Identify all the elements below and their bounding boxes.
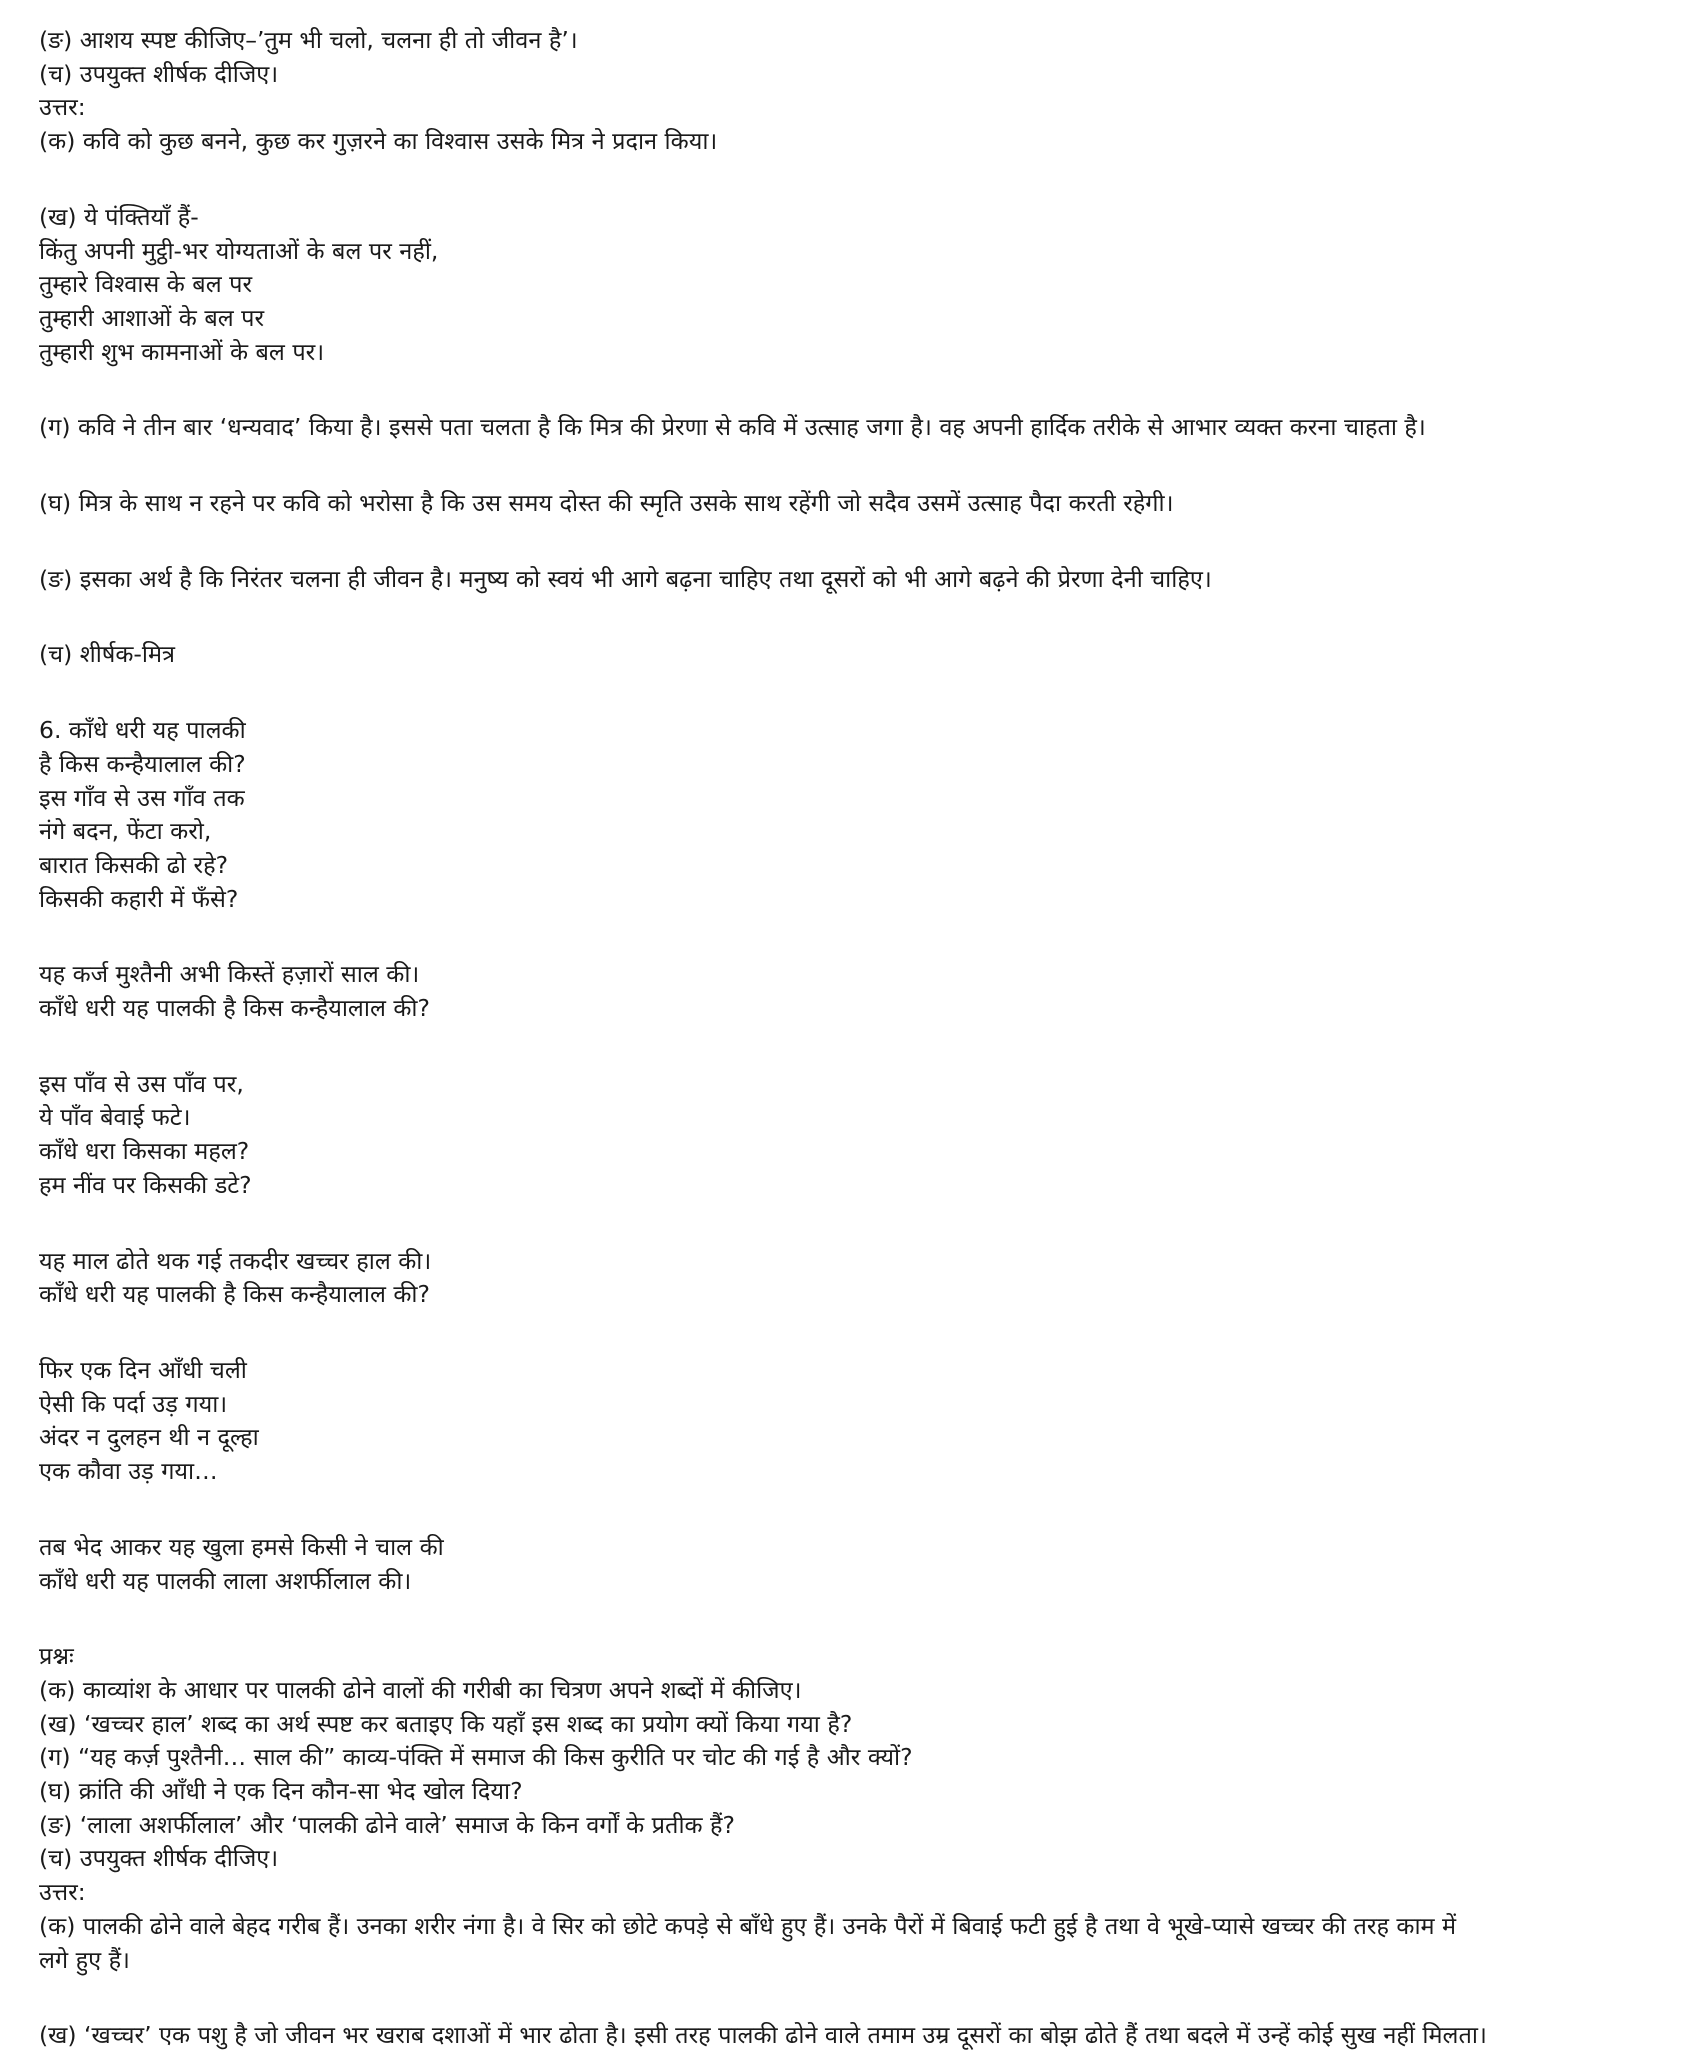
text-block-7 xyxy=(39,714,1669,916)
text-line: फिर एक दिन आँधी चली xyxy=(39,1355,247,1384)
text-block-14 xyxy=(39,2019,1669,2053)
text-block-5 xyxy=(39,563,1669,597)
text-line: उत्तर: xyxy=(39,1878,86,1907)
text-line: लगे हुए हैं। xyxy=(39,1945,130,1974)
text-line: (च) उपयुक्त शीर्षक दीजिए। xyxy=(39,1844,279,1873)
text-block-12 xyxy=(39,1531,1669,1598)
paragraph-gap xyxy=(39,1312,1669,1354)
text-line: नंगे बदन, फेंटा करो, xyxy=(39,817,212,846)
text-line: उत्तर: xyxy=(39,93,86,122)
text-line: अंदर न दुलहन थी न दूल्हा xyxy=(39,1423,259,1452)
text-line: (ग) “यह कर्ज़ पुश्तैनी… साल की” काव्य-पंक्ति में समाज की किस कुरीति पर चोट की गई है और क्यों? xyxy=(39,1743,913,1772)
text-block-8 xyxy=(39,958,1669,1025)
paragraph-gap xyxy=(39,596,1669,638)
text-line: एक कौवा उड़ गया… xyxy=(39,1457,218,1486)
text-block-6 xyxy=(39,638,1669,672)
text-line: तुम्हारी आशाओं के बल पर xyxy=(39,303,265,332)
text-line: (ख) ये पंक्तियाँ हैं- xyxy=(39,202,199,231)
text-line: प्रश्नः xyxy=(39,1642,74,1671)
text-line: काँधे धरी यह पालकी है किस कन्हैयालाल की? xyxy=(39,994,430,1023)
paragraph-gap xyxy=(39,1977,1669,2019)
text-line: (ङ) आशय स्पष्ट कीजिए–’तुम भी चलो, चलना ही तो जीवन है’। xyxy=(39,26,578,54)
text-line: यह कर्ज मुश्तैनी अभी किस्तें हज़ारों साल की। xyxy=(39,960,420,989)
text-line: किसकी कहारी में फँसे? xyxy=(39,884,239,913)
text-block-1 xyxy=(39,24,1669,159)
text-line: यह माल ढोते थक गई तकदीर खच्चर हाल की। xyxy=(39,1246,432,1275)
text-block-9 xyxy=(39,1068,1669,1203)
text-line: (ख) ‘खच्चर’ एक पशु है जो जीवन भर खराब दशाओं में भार ढोता है। इसी तरह पालकी ढोने वाले तमाम उम्र दूसरों का बोझ ढोते हैं तथा बदले में उन्हें कोई सुख नहीं मिलता। xyxy=(39,2021,1487,2050)
paragraph-gap xyxy=(39,369,1669,411)
paragraph-gap xyxy=(39,1203,1669,1245)
text-line: (ख) ‘खच्चर हाल’ शब्द का अर्थ स्पष्ट कर बताइए कि यहाँ इस शब्द का प्रयोग क्यों किया गया है? xyxy=(39,1709,853,1738)
text-line: काँधे धरी यह पालकी लाला अशर्फीलाल की। xyxy=(39,1566,412,1595)
text-line: किंतु अपनी मुट्ठी-भर योग्यताओं के बल पर नहीं, xyxy=(39,236,439,265)
text-line: (घ) क्रांति की आँधी ने एक दिन कौन-सा भेद खोल दिया? xyxy=(39,1777,523,1806)
text-line: 6. काँधे धरी यह पालकी xyxy=(39,716,246,745)
text-line: (च) शीर्षक-मित्र xyxy=(39,640,176,669)
text-line: (च) उपयुक्त शीर्षक दीजिए। xyxy=(39,59,279,88)
paragraph-gap xyxy=(39,521,1669,563)
paragraph-gap xyxy=(39,672,1669,714)
text-block-11 xyxy=(39,1354,1669,1489)
text-line: ऐसी कि पर्दा उड़ गया। xyxy=(39,1389,228,1418)
text-line: तुम्हारी शुभ कामनाओं के बल पर। xyxy=(39,337,325,366)
paragraph-gap xyxy=(39,916,1669,958)
text-line: (ङ) इसका अर्थ है कि निरंतर चलना ही जीवन है। मनुष्य को स्वयं भी आगे बढ़ना चाहिए तथा दूसरों को भी आगे बढ़ने की प्रेरणा देनी चाहिए। xyxy=(39,564,1212,593)
text-line: तुम्हारे विश्वास के बल पर xyxy=(39,270,253,299)
text-line: इस पाँव से उस पाँव पर, xyxy=(39,1069,244,1098)
text-line: तब भेद आकर यह खुला हमसे किसी ने चाल की xyxy=(39,1532,444,1561)
text-block-3 xyxy=(39,411,1669,445)
text-line: ये पाँव बेवाई फटे। xyxy=(39,1103,191,1132)
paragraph-gap xyxy=(39,159,1669,201)
paragraph-gap xyxy=(39,1489,1669,1531)
text-block-4 xyxy=(39,487,1669,521)
paragraph-gap xyxy=(39,1598,1669,1640)
text-line: (ङ) ‘लाला अशर्फीलाल’ और ‘पालकी ढोने वाले’ समाज के किन वर्गों के प्रतीक हैं? xyxy=(39,1810,735,1839)
text-block-10 xyxy=(39,1245,1669,1312)
text-line: (क) पालकी ढोने वाले बेहद गरीब हैं। उनका शरीर नंगा है। वे सिर को छोटे कपड़े से बाँधे हुए हैं। उनके पैरों में बिवाई फटी हुई है तथा वे भूखे-प्यासे खच्चर की तरह काम में xyxy=(39,1911,1457,1940)
text-line: (क) काव्यांश के आधार पर पालकी ढोने वालों की गरीबी का चित्रण अपने शब्दों में कीजिए। xyxy=(39,1675,802,1704)
text-line: (घ) मित्र के साथ न रहने पर कवि को भरोसा है कि उस समय दोस्त की स्मृति उसके साथ रहेंगी जो सदैव उसमें उत्साह पैदा करती रहेगी। xyxy=(39,489,1174,518)
text-line: (क) कवि को कुछ बनने, कुछ कर गुज़रने का विश्वास उसके मित्र ने प्रदान किया। xyxy=(39,127,718,156)
text-block-2 xyxy=(39,201,1669,370)
text-line: काँधे धरी यह पालकी है किस कन्हैयालाल की? xyxy=(39,1280,430,1309)
text-line: काँधे धरा किसका महल? xyxy=(39,1137,250,1166)
text-block-13 xyxy=(39,1640,1669,1977)
paragraph-gap xyxy=(39,445,1669,487)
document-page xyxy=(39,24,1669,2053)
text-line: बारात किसकी ढो रहे? xyxy=(39,850,229,879)
text-line: (ग) कवि ने तीन बार ‘धन्यवाद’ किया है। इससे पता चलता है कि मित्र की प्रेरणा से कवि में उत्साह जगा है। वह अपनी हार्दिक तरीके से आभार व्यक्त करना चाहता है। xyxy=(39,413,1426,442)
text-line: है किस कन्हैयालाल की? xyxy=(39,749,246,778)
paragraph-gap xyxy=(39,1026,1669,1068)
text-line: हम नींव पर किसकी डटे? xyxy=(39,1170,252,1199)
text-line: इस गाँव से उस गाँव तक xyxy=(39,783,245,812)
